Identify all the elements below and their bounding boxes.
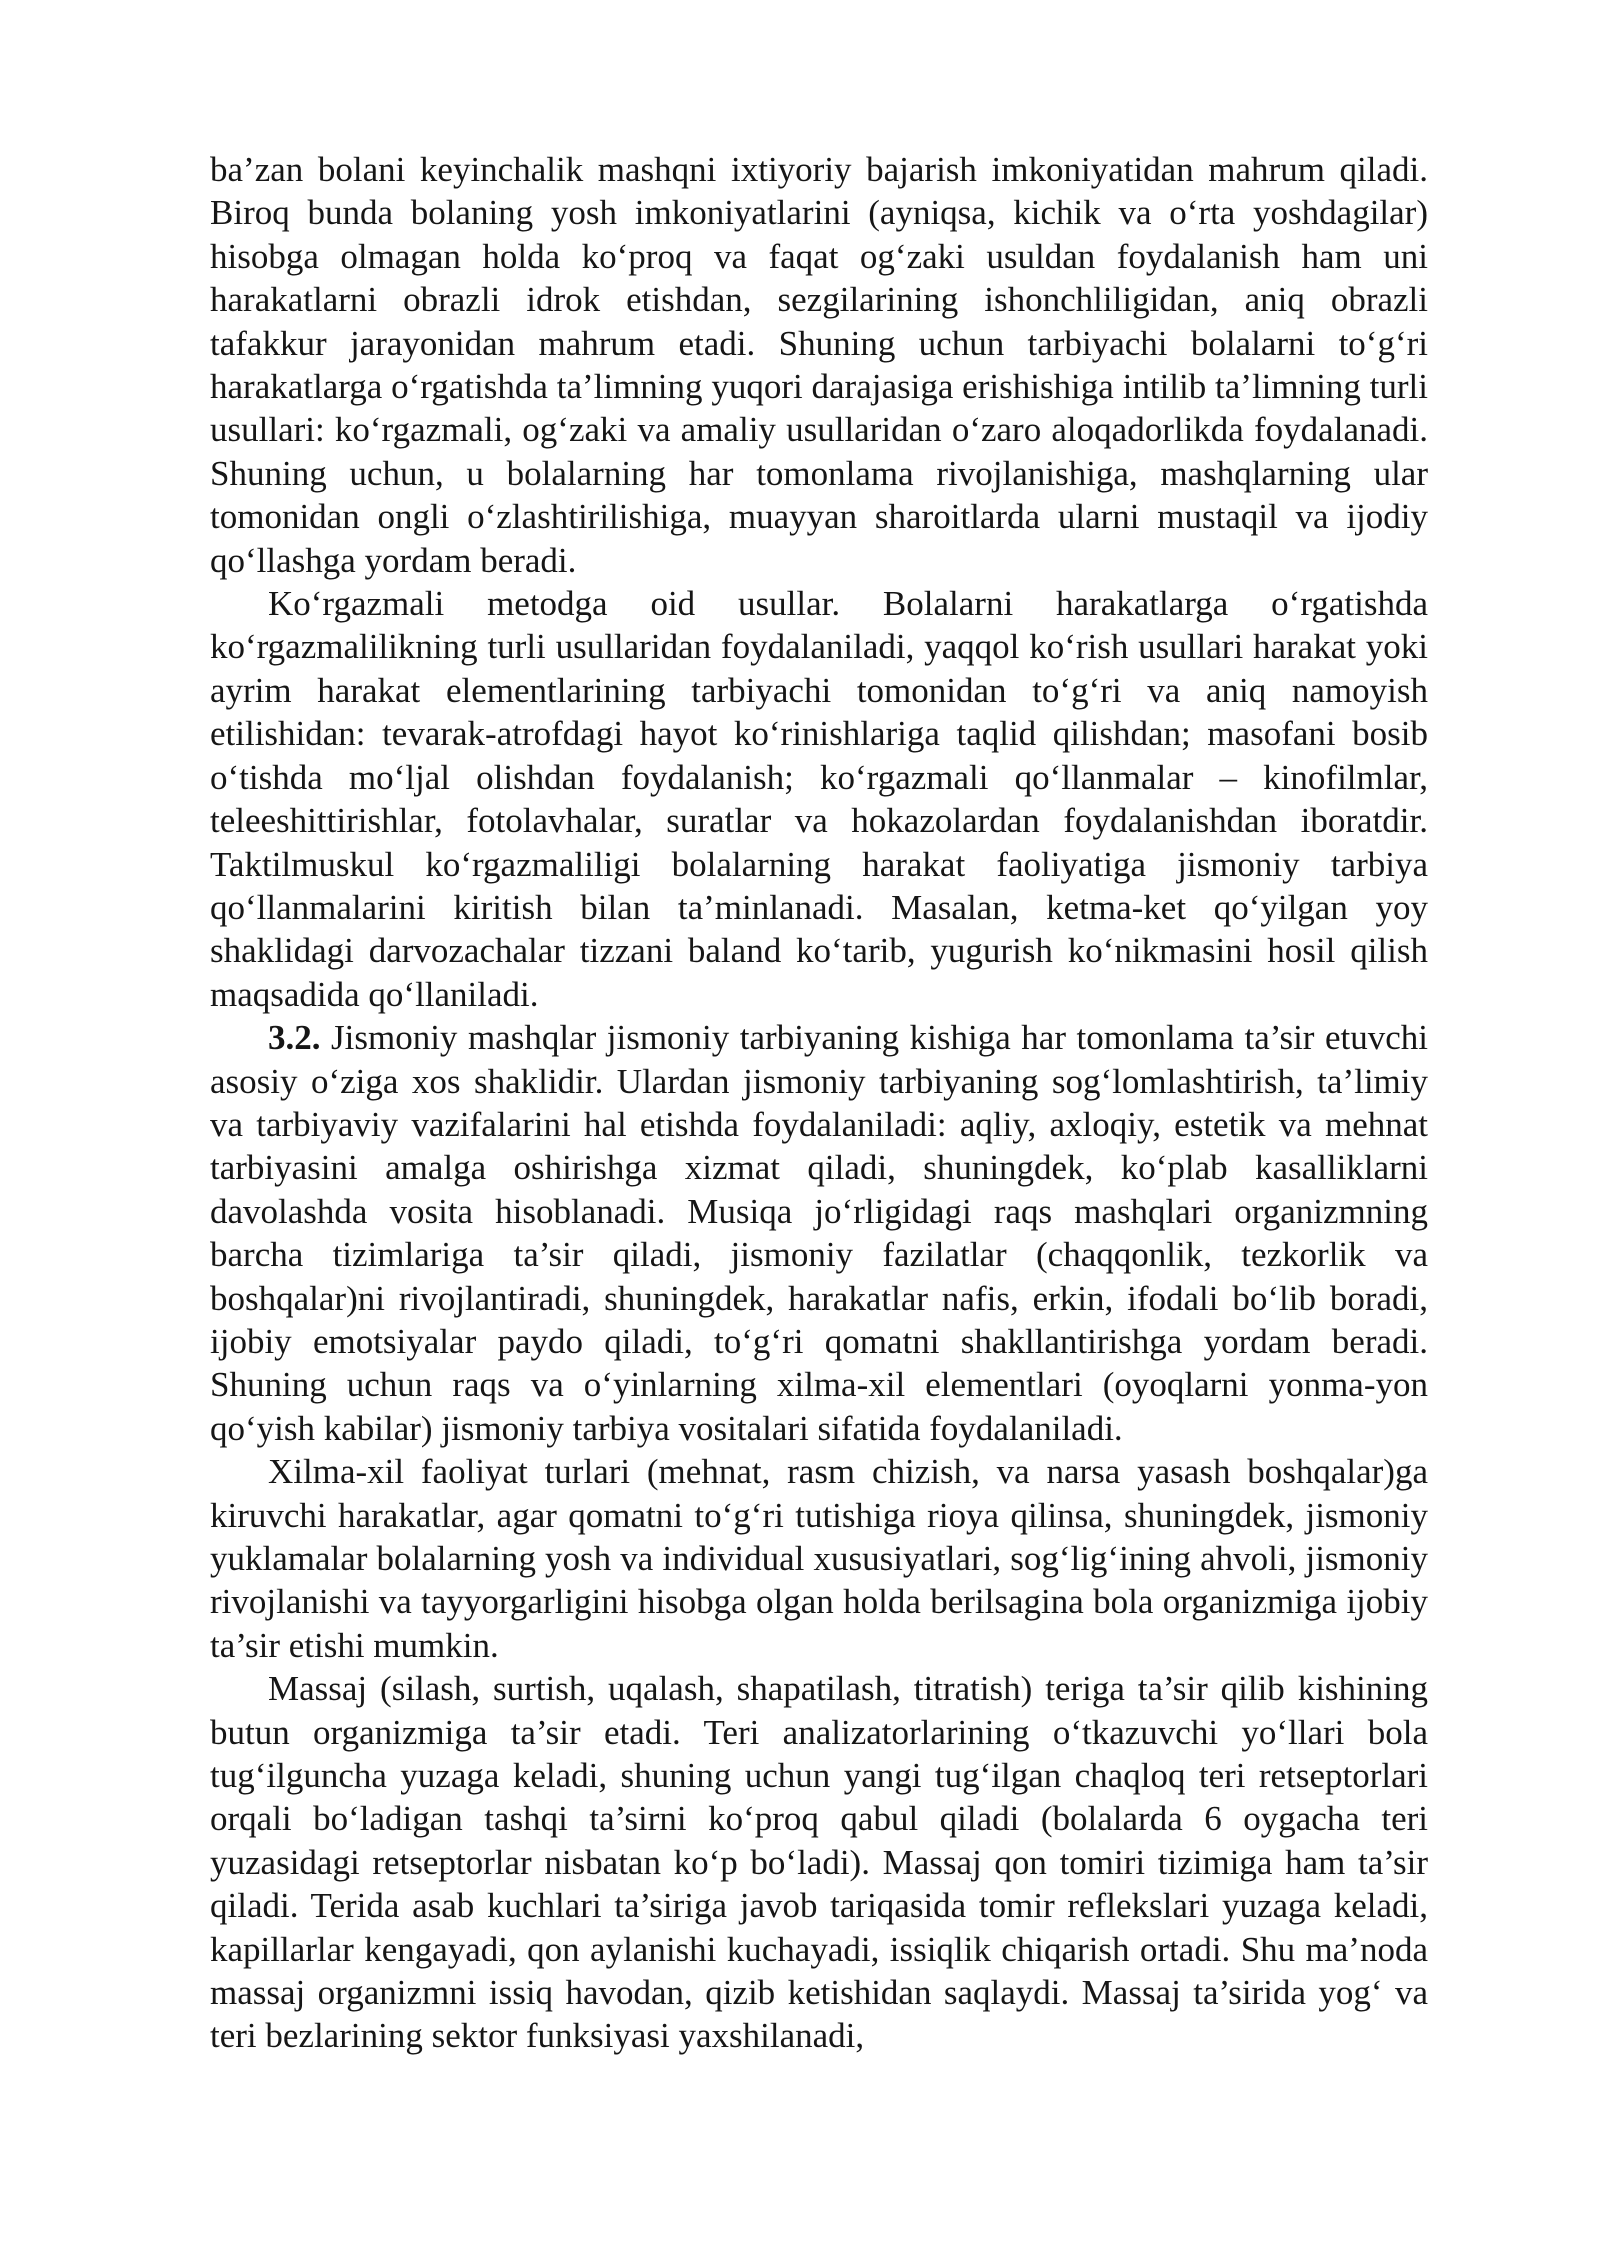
paragraph-massage (210, 1667, 1428, 2058)
paragraph-section-3-2 (210, 1016, 1428, 1450)
paragraph-text: Massaj (silash, surtish, uqalash, shapatilash, titratish) teriga ta’sir qilib kishining butun organizmiga ta’sir etadi. Teri analizatorlarining o‘tkazuvchi yo‘llari bola tug‘ilguncha yuzaga keladi, shuning uchun yangi tug‘ilgan chaqloq teri retseptorlari orqali bo‘ladigan tashqi ta’sirni ko‘proq qabul qiladi (bolalarda 6 oygacha teri yuzasidagi retseptorlar nisbatan ko‘p bo‘ladi). Massaj qon tomiri tizimiga ham ta’sir qiladi. Terida asab kuchlari ta’siriga javob tariqasida tomir reflekslari yuzaga keladi, kapillarlar kengayadi, qon aylanishi kuchayadi, issiqlik chiqarish ortadi. Shu ma’noda massaj organizmni issiq havodan, qizib ketishidan saqlaydi. Massaj ta’sirida yog‘ va teri bezlarining sektor funksiyasi yaxshilanadi, (210, 1669, 1428, 2056)
paragraph-text: ba’zan bolani keyinchalik mashqni ixtiyoriy bajarish imkoniyatidan mahrum qiladi. Biroq bunda bolaning yosh imkoniyatlarini (ayniqsa, kichik va o‘rta yoshdagilar) hisobga olmagan holda ko‘proq va faqat og‘zaki usuldan foydalanish ham uni harakatlarni obrazli idrok etishdan, sezgilarining ishonchliligidan, aniq obrazli tafakkur jarayonidan mahrum etadi. Shuning uchun tarbiyachi bolalarni to‘g‘ri harakatlarga o‘rgatishda ta’limning yuqori darajasiga erishishiga intilib ta’limning turli usullari: ko‘rgazmali, og‘zaki va amaliy usullaridan o‘zaro aloqadorlikda foydalanadi. Shuning uchun, u bolalarning har tomonlama rivojlanishiga, mashqlarning ular tomonidan ongli o‘zlashtirilishiga, muayyan sharoitlarda ularni mustaqil va ijodiy qo‘llashga yordam beradi. (210, 150, 1428, 580)
paragraph-text: Xilma-xil faoliyat turlari (mehnat, rasm chizish, va narsa yasash boshqalar)ga kiruvchi harakatlar, agar qomatni to‘g‘ri tutishiga rioya qilinsa, shuningdek, jismoniy yuklamalar bolalarning yosh va individual xususiyatlari, sog‘lig‘ining ahvoli, jismoniy rivojlanishi va tayyorgarligini hisobga olgan holda berilsagina bola organizmiga ijobiy ta’sir etishi mumkin. (210, 1452, 1428, 1665)
paragraph-text: Ko‘rgazmali metodga oid usullar. Bolalarni harakatlarga o‘rgatishda ko‘rgazmalilikning turli usullaridan foydalaniladi, yaqqol ko‘rish usullari harakat yoki ayrim harakat elementlarining tarbiyachi tomonidan to‘g‘ri va aniq namoyish etilishidan: tevarak-atrofdagi hayot ko‘rinishlariga taqlid qilishdan; masofani bosib o‘tishda mo‘ljal olishdan foydalanish; ko‘rgazmali qo‘llanmalar – kinofilmlar, teleeshittirishlar, fotolavhalar, suratlar va hokazolardan foydalanishdan iboratdir. Taktilmuskul ko‘rgazmaliligi bolalarning harakat faoliyatiga jismoniy tarbiya qo‘llanmalarini kiritish bilan ta’minlanadi. Masalan, ketma-ket qo‘yilgan yoy shaklidagi darvozachalar tizzani baland ko‘tarib, yugurish ko‘nikmasini hosil qilish maqsadida qo‘llaniladi. (210, 584, 1428, 1014)
document-page (210, 148, 1428, 2058)
paragraph-activity-types (210, 1450, 1428, 1667)
paragraph-visual-methods (210, 582, 1428, 1016)
paragraph-continued-intro (210, 148, 1428, 582)
section-number: 3.2. (268, 1018, 321, 1058)
paragraph-text: Jismoniy mashqlar jismoniy tarbiyaning kishiga har tomonlama ta’sir etuvchi asosiy o‘ziga xos shaklidir. Ulardan jismoniy tarbiyaning sog‘lomlashtirish, ta’limiy va tarbiyaviy vazifalarini hal etishda foydalaniladi: aqliy, axloqiy, estetik va mehnat tarbiyasini amalga oshirishga xizmat qiladi, shuningdek, ko‘plab kasalliklarni davolashda vosita hisoblanadi. Musiqa jo‘rligidagi raqs mashqlari organizmning barcha tizimlariga ta’sir qiladi, jismoniy fazilatlar (chaqqonlik, tezkorlik va boshqalar)ni rivojlantiradi, shuningdek, harakatlar nafis, erkin, ifodali bo‘lib boradi, ijobiy emotsiyalar paydo qiladi, to‘g‘ri qomatni shakllantirishga yordam beradi. Shuning uchun raqs va o‘yinlarning xilma-xil elementlari (oyoqlarni yonma-yon qo‘yish kabilar) jismoniy tarbiya vositalari sifatida foydalaniladi. (210, 1018, 1428, 1448)
